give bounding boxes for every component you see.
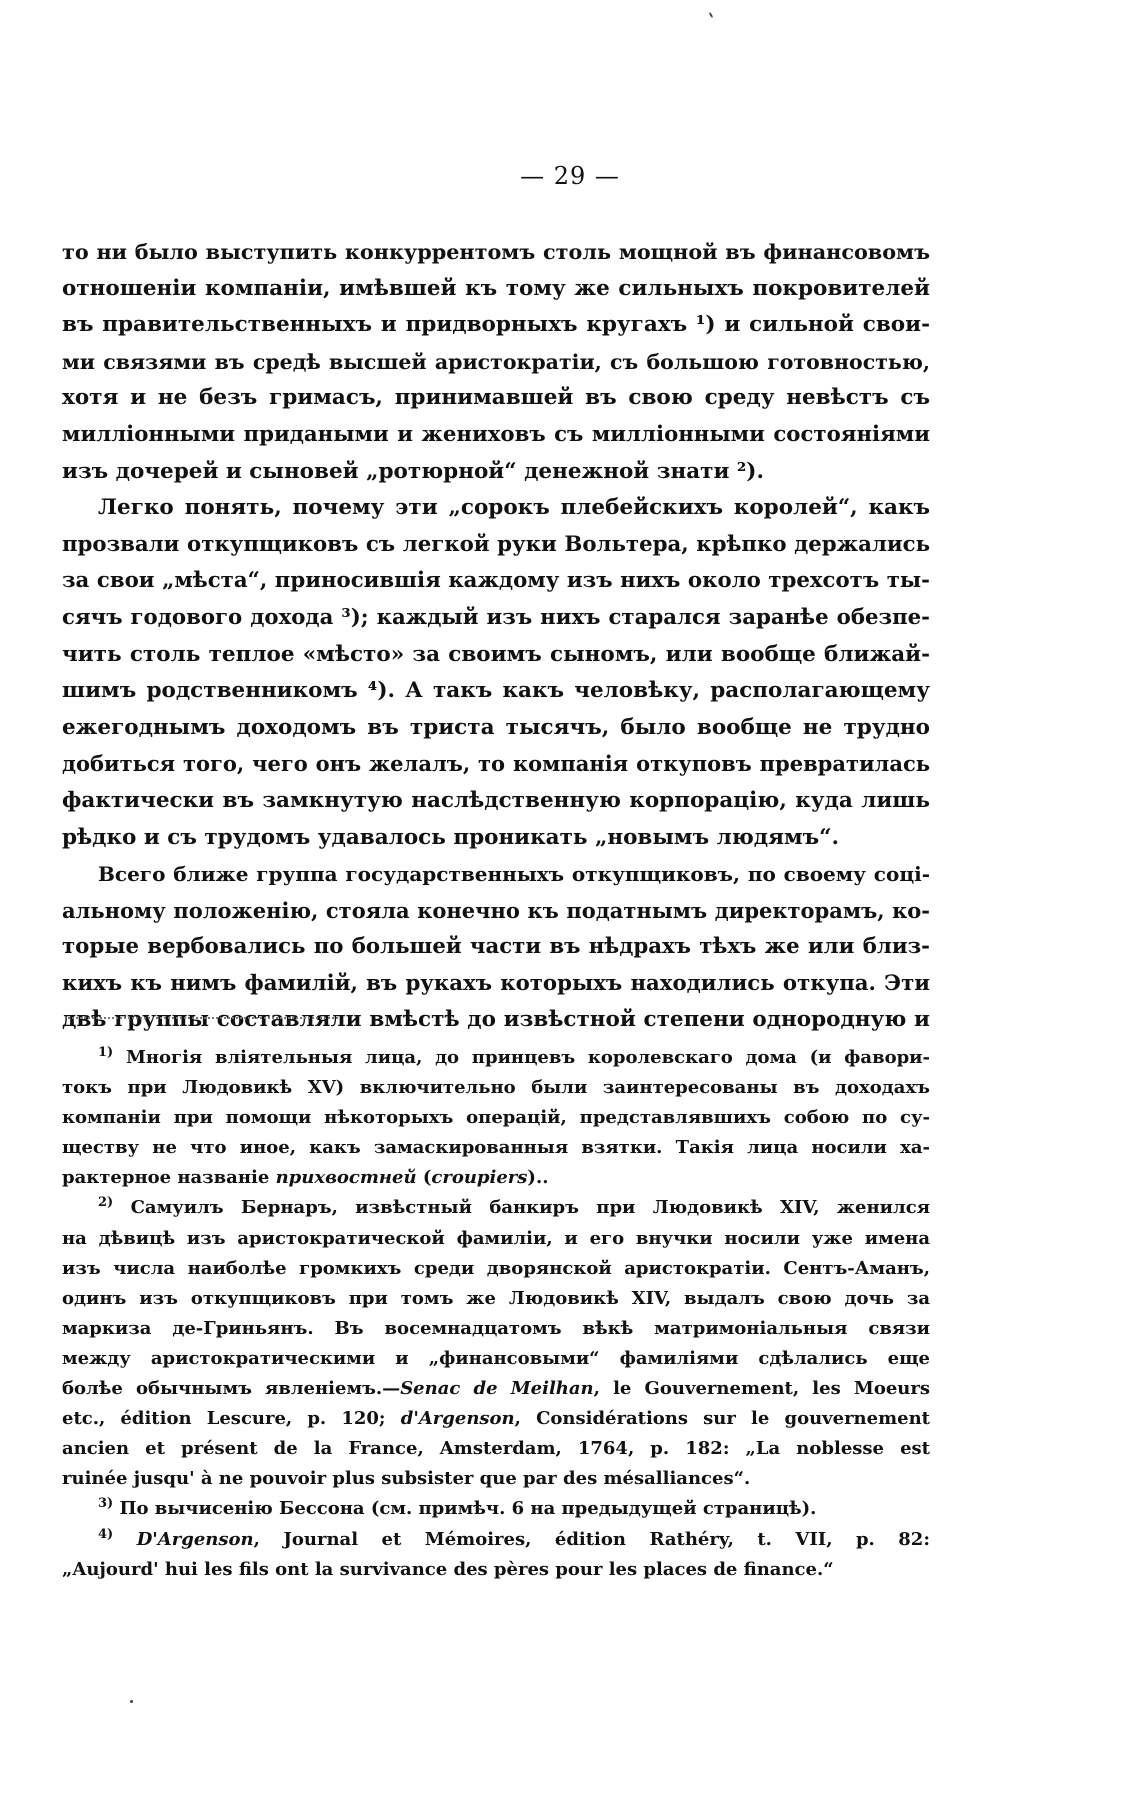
text-line: прозвали откупщиковъ съ легкой руки Вольтера, крѣпко держались [62, 531, 930, 557]
text-line: то ни было выступить конкуррентомъ столь мощной въ финансовомъ [62, 240, 930, 264]
text-line: Всего ближе группа государственныхъ откупщиковъ, по своему соцi- [98, 862, 930, 887]
text-line: изъ дочерей и сыновей „ротюрной“ денежной знати ²). [62, 458, 764, 484]
main-text [62, 234, 930, 1039]
text-line: $^{1)}$ Многiя влiятельныя лица, до принцевъ королевскаго дома (и фавори- [98, 1045, 930, 1068]
text-line: ми связями въ средѣ высшей аристократiи, съ большою готовностью, [62, 349, 930, 374]
text-line: за свои „мѣста“, приносившiя каждому изъ нихъ около трехсотъ ты- [62, 568, 930, 594]
footnote-1 [62, 1043, 930, 1193]
text-line: $^{4)}$ D'Argenson, Journal et Mémoires, édition Rathéry, t. VII, p. 82: [98, 1526, 930, 1550]
text-line: одинъ изъ откупщиковъ при томъ же Людовикѣ XIV, выдалъ свою дочь за [62, 1287, 930, 1309]
text-line: милліонными придаными и жениховъ съ милліонными состояніями [62, 421, 930, 447]
text-line: двѣ группы составляли вмѣстѣ до извѣстной степени однородную и [62, 1007, 930, 1033]
text-line: компанiи при помощи нѣкоторыхъ операцiй, представлявшихъ собою по су- [62, 1107, 930, 1129]
paragraph [62, 856, 930, 1039]
footnote-marker: 4) [98, 1526, 114, 1542]
footnote-2 [62, 1193, 930, 1494]
footnote-marker: 2) [98, 1195, 114, 1211]
text-line: Легко понять, почему эти „сорокъ плебейскихъ королей“, какъ [98, 495, 930, 521]
text-line: хотя и не безъ гримасъ, принимавшей въ свою среду невѣстъ съ [62, 385, 930, 411]
paragraph [62, 234, 930, 490]
text-line: отношенiи компанiи, имѣвшей къ тому же сильныхъ покровителей [62, 275, 930, 301]
text-line: $^{2)}$ Самуилъ Бернаръ, извѣстный банкиръ при Людовикѣ XIV, женился [98, 1195, 930, 1219]
footnote-marker: 1) [98, 1045, 114, 1060]
footnote-separator [68, 1017, 338, 1019]
page-number: — 29 — [520, 162, 620, 190]
text-line: чить столь теплое «мѣсто» за своимъ сыномъ, или вообще ближай- [62, 641, 930, 667]
author-name: d'Argenson [400, 1408, 515, 1430]
text-line: ancien et présent de la France, Amsterdam, 1764, p. 182: „La noblesse est [62, 1438, 930, 1460]
text-line: etc., édition Lescure, p. 120; d'Argenson, Considérations sur le gouvernement [62, 1408, 930, 1430]
text-line: шимъ родственникомъ ⁴). А такъ какъ человѣку, располагающему [62, 678, 930, 704]
print-speck [130, 1700, 133, 1703]
text-line: альному положенiю, стояла конечно къ податнымъ директорамъ, ко- [62, 897, 930, 923]
paragraph [62, 490, 930, 856]
text-line: рѣдко и съ трудомъ удавалось проникать „новымъ людямъ“. [62, 824, 840, 850]
text-line: на дѣвицѣ изъ аристократической фамилiи, и его внучки носили уже имена [62, 1227, 930, 1249]
footnote-3 [62, 1494, 930, 1524]
text-line: сячъ годового дохода ³); каждый изъ нихъ старался заранѣе обезпе- [62, 604, 930, 630]
text-line: въ правительственныхъ и придворныхъ кругахъ ¹) и сильной свои- [62, 312, 930, 338]
text-line: изъ числа наиболѣе громкихъ среди дворянской аристократiи. Сентъ-Аманъ, [62, 1257, 930, 1279]
italic-term-fr: croupiers [431, 1167, 528, 1189]
text-line: ществу не что иное, какъ замаскированныя взятки. Такiя лица носили ха- [62, 1137, 930, 1159]
author-name: Senac de Meilhan [400, 1378, 594, 1400]
text-line: кихъ къ нимъ фамилiй, въ рукахъ которыхъ находились откупа. Эти [62, 970, 930, 996]
text-line: ежегоднымъ доходомъ въ триста тысячъ, было вообще не трудно [62, 714, 930, 740]
text-line: добиться того, чего онъ желалъ, то компанiя откуповъ превратилась [62, 751, 930, 777]
text-line: ruinée jusqu' à ne pouvoir plus subsister que par des mésalliances“. [62, 1468, 751, 1490]
footnotes [62, 1043, 930, 1585]
text-line: между аристократическими и „финансовыми“ фамилiями сдѣлались еще [62, 1347, 930, 1369]
italic-term: прихвостней [275, 1167, 417, 1189]
footnote-4 [62, 1525, 930, 1585]
text-line: маркиза де-Гриньянъ. Въ восемнадцатомъ вѣкѣ матримонiальныя связи [62, 1317, 930, 1339]
text-line: фактически въ замкнутую наслѣдственную корпорацiю, куда лишь [62, 787, 930, 813]
text-line: рактерное названiе прихвостней (croupiers).. [62, 1167, 549, 1189]
text-line: токъ при Людовикѣ XV) включительно были заинтересованы въ доходахъ [62, 1077, 930, 1099]
text-line: $^{3)}$ По вычисенiю Бессона (см. примѣч. 6 на предыдущей страницѣ). [98, 1496, 817, 1520]
author-name: D'Argenson [136, 1528, 254, 1550]
print-speck [709, 12, 714, 18]
text-line: торые вербовались по большей части въ нѣдрахъ тѣхъ же или близ- [62, 934, 930, 960]
text-line: болѣе обычнымъ явленiемъ.—Senac de Meilhan, le Gouvernement, les Moeurs [62, 1378, 930, 1400]
footnote-marker: 3) [98, 1496, 114, 1512]
text-line: „Aujourd' hui les fils ont la survivance des pères pour les places de finance.“ [62, 1558, 834, 1580]
